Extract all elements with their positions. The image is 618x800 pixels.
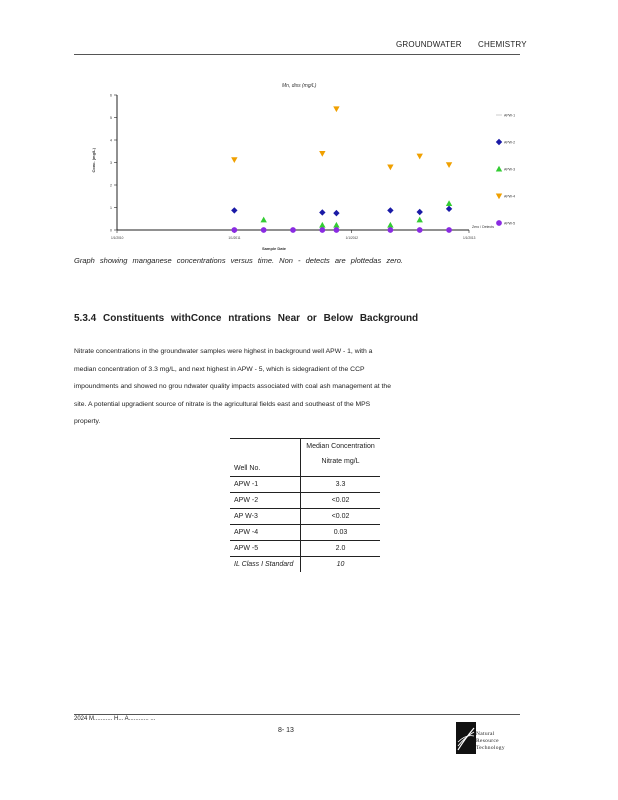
chart-point bbox=[319, 222, 325, 228]
chart-zero-line-label: Zero / Detects bbox=[472, 225, 494, 229]
standard-value-cell: 10 bbox=[336, 561, 345, 568]
well-cell: APW -5 bbox=[230, 541, 301, 557]
logo-line: Natural bbox=[476, 731, 495, 737]
chart-y-axis-label: Conc. (mg/L) bbox=[91, 148, 96, 173]
chart-point bbox=[446, 206, 452, 212]
chart-point bbox=[261, 227, 267, 233]
chart-point bbox=[446, 227, 452, 233]
table-row bbox=[230, 493, 380, 509]
footer-divider bbox=[74, 714, 520, 715]
chart-point bbox=[417, 209, 423, 215]
value-cell: 2.0 bbox=[301, 541, 381, 557]
chart-point bbox=[417, 217, 423, 223]
well-cell: APW -4 bbox=[230, 525, 301, 541]
well-cell: APW -2 bbox=[230, 493, 301, 509]
figure-caption: Graph showing manganese concentrations versus time. Non - detects are plottedas zero. bbox=[74, 256, 403, 265]
chart-y-tick-label: 3 bbox=[110, 161, 112, 165]
chart-point bbox=[333, 106, 339, 112]
chart-point bbox=[446, 162, 452, 168]
chart-x-axis-label: Sample Date bbox=[262, 246, 287, 251]
chart-y-tick-label: 0 bbox=[110, 228, 112, 233]
chart-x-tick-label: 1/1/2010 bbox=[111, 236, 124, 240]
logo-line: Resource bbox=[476, 738, 499, 744]
chart-point bbox=[260, 217, 266, 223]
paragraph-line: median concentration of 3.3 mg/L, and next highest in APW - 5, which is sidegradient of the CCP bbox=[74, 365, 365, 373]
value-cell: 3.3 bbox=[301, 477, 381, 493]
paragraph-line: site. A potential upgradient source of nitrate is the agricultural fields east and southeast of the MPS bbox=[74, 400, 371, 408]
col-header-well bbox=[230, 439, 301, 477]
chart-legend-marker bbox=[496, 220, 502, 226]
col-header-nitrate: Nitrate mg/L bbox=[321, 458, 360, 465]
table-row bbox=[230, 525, 380, 541]
footer-left-text: 2024 M........... H... A............ ... bbox=[74, 716, 156, 722]
chart-point bbox=[290, 227, 296, 233]
chart-legend-label: APW-1 bbox=[504, 113, 516, 118]
chart-y-tick-label: 6 bbox=[110, 93, 112, 98]
header-divider bbox=[74, 54, 520, 55]
chart-point bbox=[388, 227, 394, 233]
section-heading: 5.3.4 Constituents withConce ntrations Near or Below Background bbox=[74, 313, 419, 324]
chart-point bbox=[387, 164, 393, 170]
logo-wordmark bbox=[476, 731, 505, 752]
chart-point bbox=[446, 200, 452, 206]
table-row bbox=[230, 509, 380, 525]
chart-legend-label: APW-5 bbox=[504, 221, 516, 226]
chart-legend-label: APW-2 bbox=[504, 140, 516, 145]
page-number: 8- 13 bbox=[278, 727, 294, 734]
nrt-logo-icon bbox=[456, 722, 476, 754]
well-cell: AP W-3 bbox=[230, 509, 301, 525]
col-header-concentration bbox=[301, 439, 381, 477]
value-cell: <0.02 bbox=[331, 497, 350, 504]
table-header-row bbox=[230, 439, 380, 477]
logo-line: Technology bbox=[476, 745, 505, 751]
chart-point bbox=[231, 157, 237, 163]
well-cell: APW -1 bbox=[230, 477, 301, 493]
body-paragraph bbox=[74, 343, 514, 431]
chart-point bbox=[319, 151, 325, 157]
nitrate-table bbox=[230, 438, 380, 572]
chart-x-tick-label: 1/1/2012 bbox=[345, 236, 359, 240]
chart-title: Mn, diss (mg/L) bbox=[282, 83, 317, 89]
chart-point bbox=[231, 227, 237, 233]
manganese-chart bbox=[74, 78, 534, 251]
chart-point bbox=[333, 222, 339, 228]
chart-point bbox=[387, 207, 393, 213]
chart-legend-marker bbox=[496, 166, 502, 172]
value-cell: <0.02 bbox=[301, 509, 381, 525]
paragraph-line: impoundments and showed no grou ndwater quality impacts associated with coal ash management at the bbox=[74, 383, 391, 390]
col-header-median: Median Concentration bbox=[306, 443, 375, 450]
col-header-well-label: Well No. bbox=[234, 465, 261, 472]
chart-y-tick-label: 5 bbox=[110, 116, 112, 120]
table-row-standard bbox=[230, 557, 380, 573]
chart-point bbox=[334, 227, 340, 233]
chart-point bbox=[417, 227, 423, 233]
chart-legend-label: APW-4 bbox=[504, 194, 516, 199]
chart-x-tick-label: 1/1/2011 bbox=[228, 236, 241, 240]
chart-legend-marker bbox=[496, 193, 502, 199]
chart-legend-label: APW-3 bbox=[504, 167, 516, 172]
chart-y-tick-label: 2 bbox=[110, 183, 112, 188]
chart-point bbox=[333, 210, 339, 216]
chart-x-tick-label: 1/1/2013 bbox=[463, 236, 476, 240]
chart-point bbox=[319, 209, 325, 215]
paragraph-line: Nitrate concentrations in the groundwater samples were highest in background well APW - 1, with a bbox=[74, 348, 373, 355]
paragraph-line: property. bbox=[74, 418, 101, 425]
chart-point bbox=[417, 154, 423, 160]
standard-label-cell: IL Class I Standard bbox=[230, 557, 301, 573]
chart-point bbox=[319, 227, 325, 233]
table-row bbox=[230, 477, 380, 493]
header-right: CHEMISTRY bbox=[478, 40, 527, 49]
chart-point bbox=[231, 207, 237, 213]
table-row bbox=[230, 541, 380, 557]
value-cell: 0.03 bbox=[301, 525, 381, 541]
chart-point bbox=[387, 222, 393, 228]
chart-y-tick-label: 4 bbox=[110, 138, 112, 143]
header-left: GROUNDWATER bbox=[396, 40, 462, 49]
chart-legend-marker bbox=[496, 139, 502, 145]
chart-y-tick-label: 1 bbox=[110, 206, 112, 210]
